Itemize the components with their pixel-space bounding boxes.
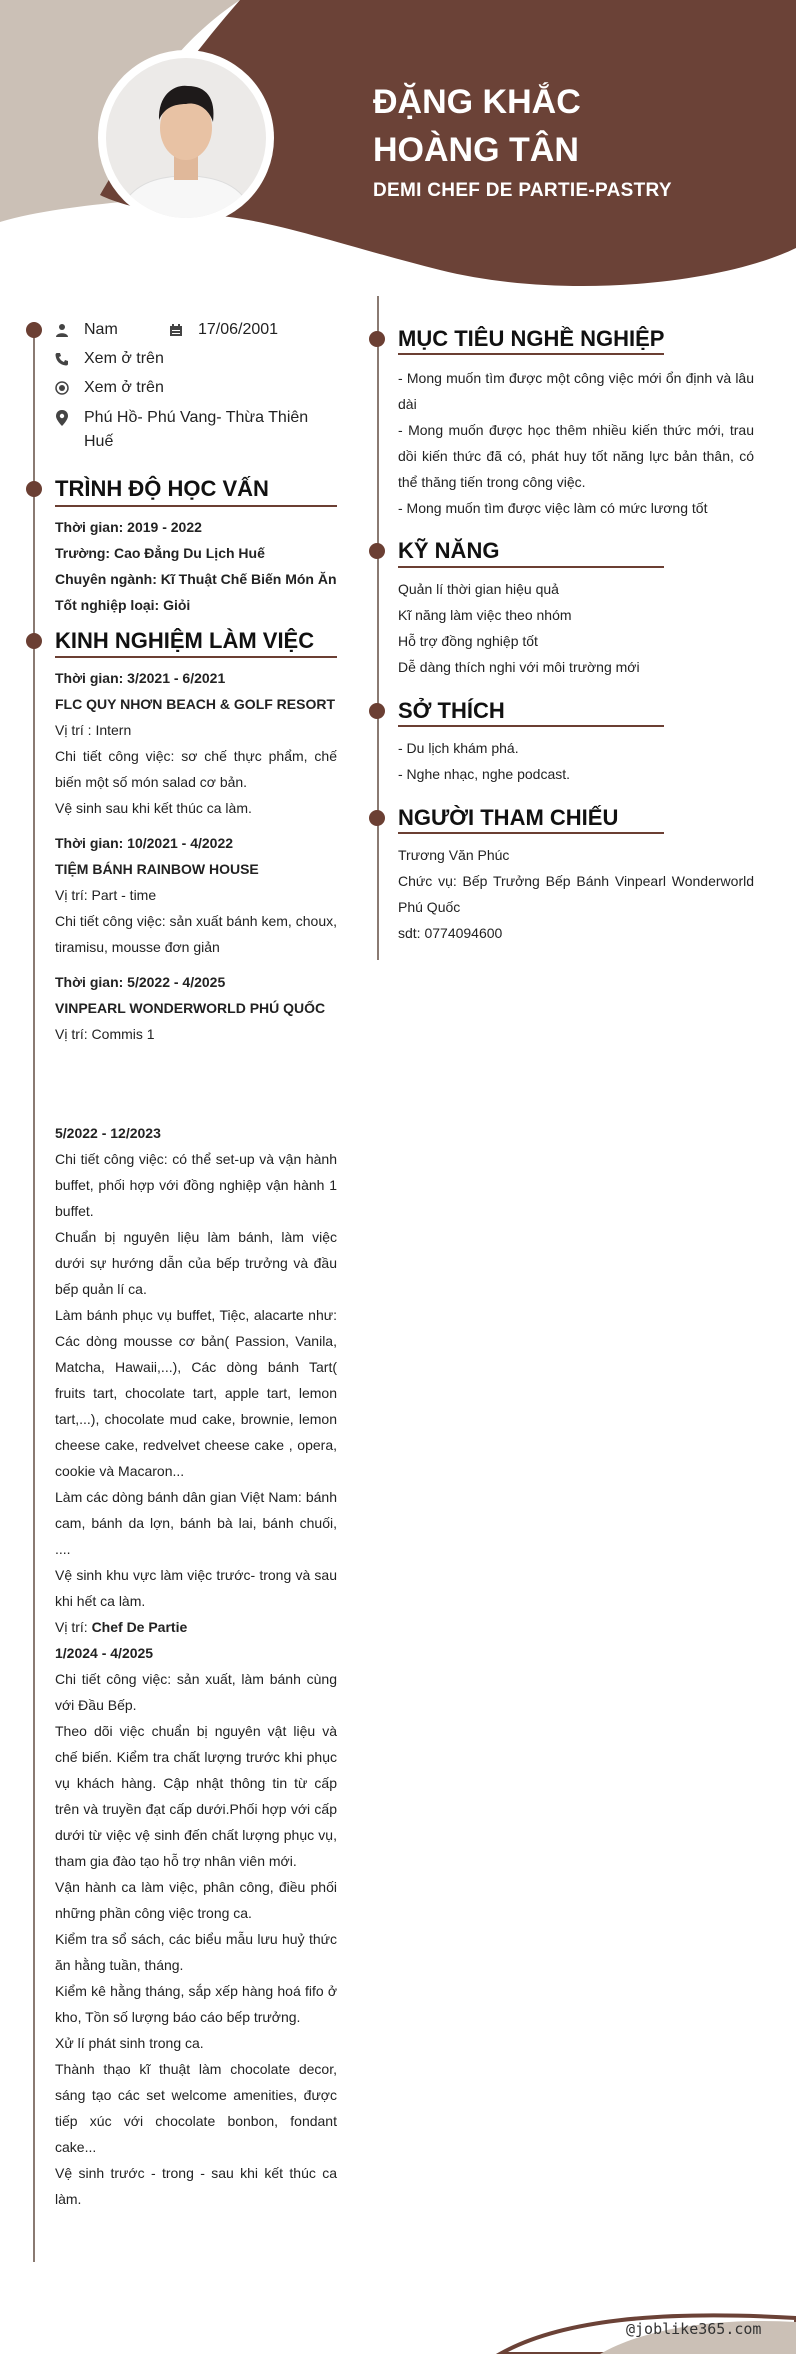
section-rule	[398, 725, 664, 727]
job-3-time: Thời gian: 5/2022 - 4/2025	[55, 974, 226, 990]
position-prefix: Vị trí:	[55, 1619, 92, 1635]
hobby-item: - Du lịch khám phá.	[398, 740, 519, 756]
location-icon	[52, 408, 72, 428]
job-2	[55, 830, 337, 960]
education-heading: TRÌNH ĐỘ HỌC VẤN	[55, 476, 269, 501]
objective-line: - Mong muốn tìm được một công việc mới ổn định và lâu dài	[398, 370, 754, 412]
job-3-detail: Vệ sinh khu vực làm việc trước- trong và sau khi hết ca làm.	[55, 1567, 337, 1609]
education-grade: Tốt nghiệp loại: Giỏi	[55, 597, 191, 613]
calendar-icon	[166, 320, 186, 340]
timeline-dot	[26, 322, 42, 338]
job-3-period2: 1/2024 - 4/2025	[55, 1645, 154, 1661]
job-3-company: VINPEARL WONDERWORLD PHÚ QUỐC	[55, 1000, 326, 1016]
section-rule	[398, 353, 664, 355]
timeline-dot	[369, 703, 385, 719]
gender: Nam	[84, 321, 118, 338]
education-school: Trường: Cao Đẳng Du Lịch Huế	[55, 545, 265, 561]
gender-birthday-row	[52, 320, 278, 340]
job-2-detail: Chi tiết công việc: sản xuất bánh kem, choux, tiramisu, mousse đơn giản	[55, 913, 337, 955]
profile-photo	[96, 48, 276, 228]
reference-line: Trương Văn Phúc	[398, 847, 510, 863]
job-1-time: Thời gian: 3/2021 - 6/2021	[55, 670, 226, 686]
job-3-detail2: Xử lí phát sinh trong ca.	[55, 2035, 204, 2051]
education-time: Thời gian: 2019 - 2022	[55, 519, 202, 535]
job-3-commis	[55, 1120, 337, 1614]
phone-row	[52, 349, 164, 369]
job-3-detail2: Thành thạo kĩ thuật làm chocolate decor, sáng tạo các set welcome amenities, được tiếp xúc với chocolate bonbon, fondant cake...	[55, 2061, 337, 2155]
job-3-detail2: Kiểm kê hằng tháng, sắp xếp hàng hoá fifo ở kho, Tồn số lượng báo cáo bếp trưởng.	[55, 1983, 337, 2025]
job-3-detail: Làm các dòng bánh dân gian Việt Nam: bánh cam, bánh da lợn, bánh bà lai, bánh chuối, ....	[55, 1489, 337, 1557]
name-line-2: HOÀNG TÂN	[373, 131, 579, 169]
skill-item: Hỗ trợ đồng nghiệp tốt	[398, 633, 538, 649]
watermark: @joblike365.com	[626, 2320, 762, 2338]
reference-line: Chức vụ: Bếp Trưởng Bếp Bánh Vinpearl Wonderworld Phú Quốc	[398, 873, 754, 915]
job-3-position: Vị trí: Commis 1	[55, 1026, 155, 1042]
right-timeline-line	[377, 296, 379, 960]
timeline-dot	[369, 543, 385, 559]
hobby-item: - Nghe nhạc, nghe podcast.	[398, 766, 571, 782]
left-timeline-line	[33, 322, 35, 2262]
skill-item: Dễ dàng thích nghi với môi trường mới	[398, 659, 640, 675]
job-3-detail: Chi tiết công việc: có thể set-up và vận hành buffet, phối hợp với đồng nghiệp vận hành 1 buffet.	[55, 1151, 337, 1219]
globe-icon	[52, 378, 72, 398]
skills-heading: KỸ NĂNG	[398, 538, 500, 563]
job-3-position2-line	[55, 1614, 337, 1640]
hobbies-list	[398, 735, 754, 787]
position-value: Chef De Partie	[91, 1619, 188, 1635]
section-rule	[398, 832, 664, 834]
job-3-detail2: Chi tiết công việc: sản xuất, làm bánh cùng với Đầu Bếp.	[55, 1671, 337, 1713]
job-1-company: FLC QUY NHƠN BEACH & GOLF RESORT	[55, 696, 336, 712]
email: Xem ở trên	[84, 379, 164, 396]
job-2-position: Vị trí: Part - time	[55, 887, 157, 903]
hobbies-heading: SỞ THÍCH	[398, 698, 505, 723]
job-2-time: Thời gian: 10/2021 - 4/2022	[55, 835, 234, 851]
email-row	[52, 378, 164, 398]
objective-line: - Mong muốn được học thêm nhiều kiến thức mới, trau dồi kiến thức đã có, phát huy tốt năng lực bản thân, có thể thăng tiến trong công việc.	[398, 422, 754, 490]
job-3-period: 5/2022 - 12/2023	[55, 1125, 161, 1141]
job-3-detail: Làm bánh phục vụ buffet, Tiệc, alacarte như: Các dòng mousse cơ bản( Passion, Vanila, Matcha, Hawaii,...), Các dòng bánh Tart( fruits tart, chocolate tart, apple tart, lemon tart,...), chocolate mud cake, brownie, lemon cheese cake, redvelvet cheese cake , opera, cookie và Macaron...	[55, 1307, 337, 1479]
job-3-detail2: Vận hành ca làm việc, phân công, điều phối những phần công việc trong ca.	[55, 1879, 337, 1921]
job-1-detail: Vệ sinh sau khi kết thúc ca làm.	[55, 800, 252, 816]
experience-heading: KINH NGHIỆM LÀM VIỆC	[55, 628, 315, 653]
address: Phú Hồ- Phú Vang- Thừa Thiên Huế	[84, 409, 309, 450]
birthday: 17/06/2001	[198, 321, 279, 338]
reference-line: sdt: 0774094600	[398, 925, 503, 941]
job-1	[55, 665, 337, 821]
job-3-detail: Chuẩn bị nguyên liệu làm bánh, làm việc dưới sự hướng dẫn của bếp trưởng và đầu bếp quản lí ca.	[55, 1229, 337, 1297]
skill-item: Kĩ năng làm việc theo nhóm	[398, 607, 572, 623]
objective-line: - Mong muốn tìm được việc làm có mức lương tốt	[398, 500, 708, 516]
objective-heading: MỤC TIÊU NGHỀ NGHIỆP	[398, 326, 665, 351]
job-3-detail2: Vệ sinh trước - trong - sau khi kết thúc ca làm.	[55, 2165, 337, 2207]
candidate-name	[373, 78, 753, 174]
address-row	[52, 406, 322, 454]
section-rule	[398, 566, 664, 568]
timeline-dot	[369, 810, 385, 826]
education-details	[55, 514, 345, 618]
education-major: Chuyên ngành: Kĩ Thuật Chế Biến Món Ăn	[55, 571, 337, 587]
timeline-dot	[26, 633, 42, 649]
job-3-detail2: Kiểm tra sổ sách, các biểu mẫu lưu huỷ thức ăn hằng tuần, tháng.	[55, 1931, 337, 1973]
user-icon	[52, 320, 72, 340]
job-1-position: Vị trí : Intern	[55, 722, 132, 738]
references-text	[398, 842, 754, 946]
phone: Xem ở trên	[84, 350, 164, 367]
job-3-detail2: Theo dõi việc chuẩn bị nguyên vật liệu và chế biến. Kiểm tra chất lượng trước khi phục vụ khách hàng. Cập nhật thông tin từ cấp trên và truyền đạt cấp dưới.Phối hợp với cấp dưới từ việc vệ sinh đến chất lượng phục vụ, tham gia đào tạo hỗ trợ nhân viên mới.	[55, 1723, 337, 1869]
job-title: DEMI CHEF DE PARTIE-PASTRY	[373, 180, 672, 201]
job-2-company: TIỆM BÁNH RAINBOW HOUSE	[55, 861, 259, 877]
job-3-cdp	[55, 1614, 337, 2212]
job-3	[55, 969, 337, 1047]
section-rule	[55, 656, 337, 658]
section-rule	[55, 505, 337, 507]
skills-list	[398, 576, 754, 680]
objective-text	[398, 365, 754, 521]
phone-icon	[52, 349, 72, 369]
references-heading: NGƯỜI THAM CHIẾU	[398, 805, 619, 830]
timeline-dot	[26, 481, 42, 497]
timeline-dot	[369, 331, 385, 347]
skill-item: Quản lí thời gian hiệu quả	[398, 581, 559, 597]
job-1-detail: Chi tiết công việc: sơ chế thực phẩm, chế biến một số món salad cơ bản.	[55, 748, 337, 790]
name-line-1: ĐẶNG KHẮC	[373, 83, 581, 121]
